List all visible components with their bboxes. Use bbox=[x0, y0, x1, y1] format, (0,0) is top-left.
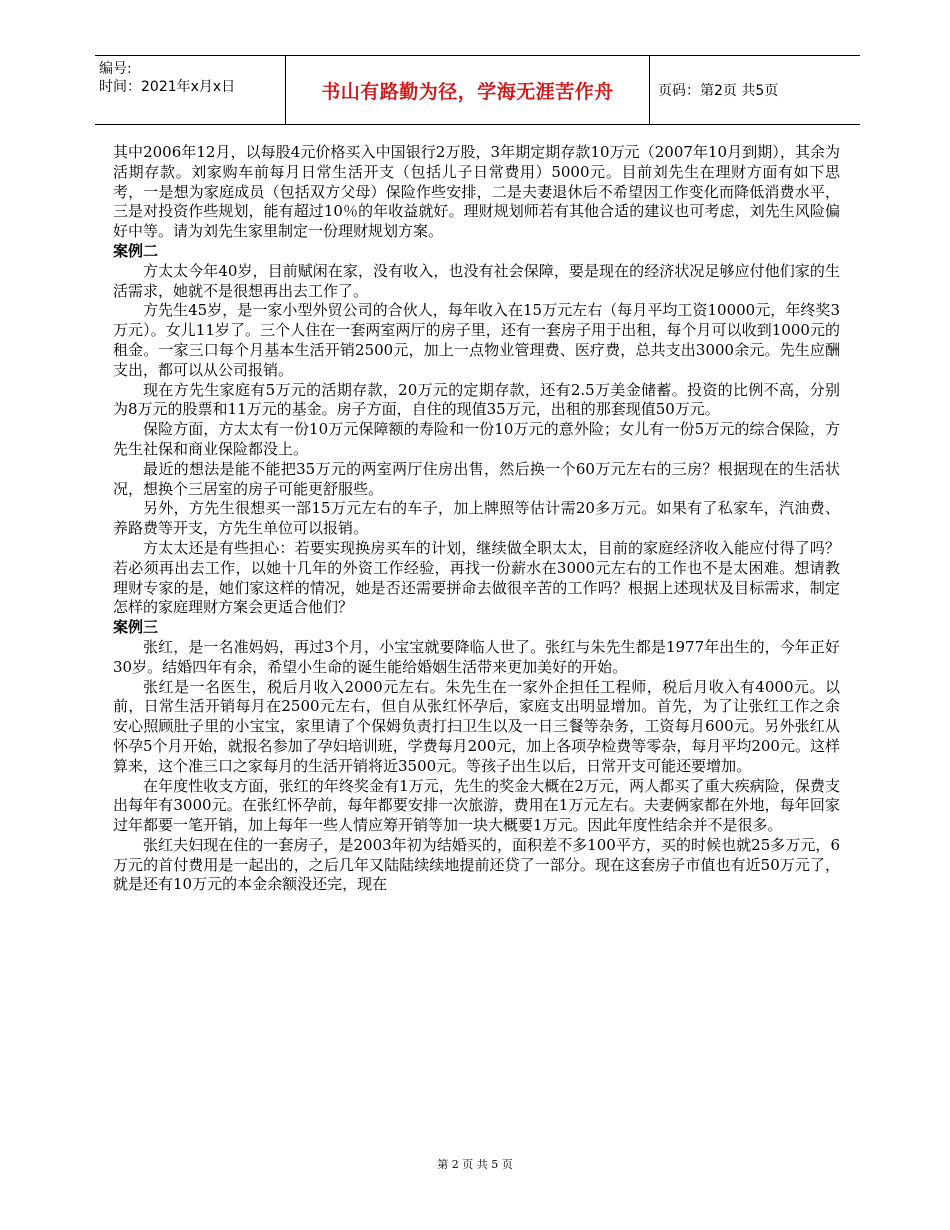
page-header bbox=[95, 55, 860, 125]
paragraph: 保险方面，方太太有一份10万元保障额的寿险和一份10万元的意外险；女儿有一份5万元的综合保险，方先生社保和商业保险都没上。 bbox=[113, 420, 840, 458]
date-label: 时间：2021年x月x日 bbox=[99, 79, 236, 95]
paragraph: 张红，是一名准妈妈，再过3个月，小宝宝就要降临人世了。张红与朱先生都是1977年出生的，今年正好30岁。结婚四年有余，希望小生命的诞生能给婚姻生活带来更加美好的开始。 bbox=[113, 637, 840, 676]
paragraph: 方先生45岁，是一家小型外贸公司的合伙人，每年收入在15万元左右（每月平均工资10000元，年终奖3万元）。女儿11岁了。三个人住在一套两室两厅的房子里，还有一套房子用于出租，每个月可以收到1000元的租金。一家三口每个月基本生活开销2500元，加上一点物业管理费、医疗费，总共支出3000余元。先生应酬支出，都可以从公司报销。 bbox=[113, 301, 840, 379]
number-label: 编号: bbox=[99, 61, 132, 77]
header-motto: 书山有路勤为径，学海无涯苦作舟 bbox=[286, 56, 650, 124]
paragraph: 其中2006年12月，以每股4元价格买入中国银行2万股，3年期定期存款10万元（2007年10月到期），其余为活期存款。刘家购车前每月日常生活开支（包括儿子日常费用）5000元。目前刘先生在理财方面有如下思考，一是想为家庭成员（包括双方父母）保险作些安排，二是夫妻退休后不希望因工作变化而降低消费水平，三是对投资作些规划，能有超过10％的年收益就好。理财规划师若有其他合适的建议也可考虑，刘先生风险偏好中等。请为刘先生家里制定一份理财规划方案。 bbox=[113, 143, 840, 241]
paragraph: 方太太还是有些担心：若要实现换房买车的计划，继续做全职太太，目前的家庭经济收入能应付得了吗？若必须再出去工作，以她十几年的外资工作经验，再找一份薪水在3000元左右的工作也不是太困难。想请教理财专家的是，她们家这样的情况，她是否还需要拼命去做很辛苦的工作吗？根据上述现状及目标需求，制定怎样的家庭理财方案会更适合他们？ bbox=[113, 538, 840, 617]
page-footer: 第 2 页 共 5 页 bbox=[437, 1158, 513, 1171]
section-heading-case-3: 案例三 bbox=[113, 618, 159, 637]
paragraph: 另外，方先生很想买一部15万元左右的车子，加上牌照等估计需20多万元。如果有了私家车，汽油费、养路费等开支，方先生单位可以报销。 bbox=[113, 499, 840, 538]
document-body bbox=[113, 143, 840, 895]
header-page-label: 页码：第2页 共5页 bbox=[658, 83, 779, 99]
paragraph: 张红夫妇现在住的一套房子，是2003年初为结婚买的，面积差不多100平方，买的时候也就25多万元，6万元的首付费用是一起出的，之后几年又陆陆续续地提前还贷了一部分。现在这套房子市值也有近50万元了，就是还有10万元的本金余额没还完，现在 bbox=[113, 835, 840, 894]
paragraph: 最近的想法是能不能把35万元的两室两厅住房出售，然后换一个60万元左右的三房？根据现在的生活状况，想换个三居室的房子可能更舒服些。 bbox=[113, 459, 840, 498]
paragraph: 现在方先生家庭有5万元的活期存款，20万元的定期存款，还有2.5万美金储蓄。投资的比例不高，分别为8万元的股票和11万元的基金。房子方面，自住的现值35万元，出租的那套现值50万元。 bbox=[113, 380, 840, 419]
paragraph: 张红是一名医生，税后月收入2000元左右。朱先生在一家外企担任工程师，税后月收入有4000元。以前，日常生活开销每月在2500元左右，但自从张红怀孕后，家庭支出明显增加。首先，为了让张红工作之余安心照顾肚子里的小宝宝，家里请了个保姆负责打扫卫生以及一日三餐等杂务，工资每月600元。另外张红从怀孕5个月开始，就报名参加了孕妇培训班，学费每月200元，加上各项孕检费等零杂，每月平均200元。这样算来，这个准三口之家每月的生活开销将近3500元。等孩子出生以后，日常开支可能还要增加。 bbox=[113, 677, 840, 775]
header-info-cell bbox=[95, 56, 286, 124]
section-heading-case-2: 案例二 bbox=[113, 241, 159, 260]
paragraph: 方太太今年40岁，目前赋闲在家，没有收入，也没有社会保障，要是现在的经济状况足够应付他们家的生活需求，她就不是很想再出去工作了。 bbox=[113, 261, 840, 300]
paragraph: 在年度性收支方面，张红的年终奖金有1万元，先生的奖金大概在2万元，两人都买了重大疾病险，保费支出每年有3000元。在张红怀孕前，每年都要安排一次旅游，费用在1万元左右。夫妻俩家都在外地，每年回家过年都要一笔开销，加上每年一些人情应筹开销等加一块大概要1万元。因此年度性结余并不是很多。 bbox=[113, 776, 840, 835]
